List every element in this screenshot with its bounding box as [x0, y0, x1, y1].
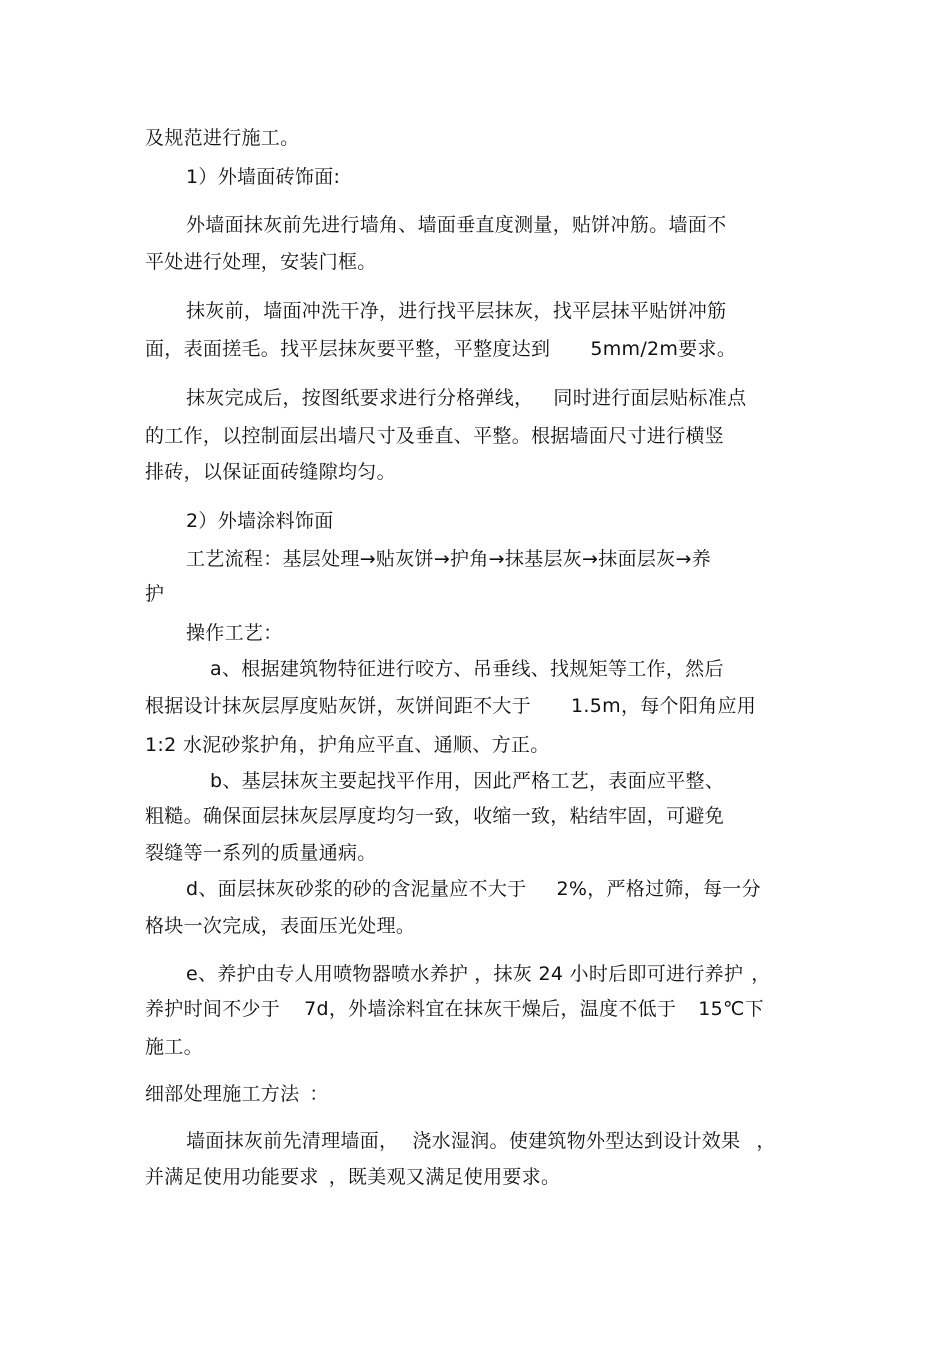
text-line: 裂缝等一系列的质量通病。 — [145, 842, 377, 864]
list-item: b、基层抹灰主要起找平作用，因此严格工艺，表面应平整、 — [210, 770, 725, 792]
text-line: 施工。 — [145, 1036, 203, 1058]
list-item: e、养护由专人用喷物器喷水养护 ，抹灰 24 小时后即可进行养护 ， — [186, 963, 771, 985]
text-line: 粗糙。确保面层抹灰层厚度均匀一致，收缩一致，粘结牢固，可避免 — [145, 805, 725, 827]
text-line: 平处进行处理，安装门框。 — [145, 251, 377, 273]
list-item: d、面层抹灰砂浆的砂的含泥量应不大于 2%，严格过筛，每一分 — [186, 878, 761, 900]
text-line: 并满足使用功能要求 ，既美观又满足使用要求。 — [145, 1166, 561, 1188]
text-line: 外墙面抹灰前先进行墙角、墙面垂直度测量，贴饼冲筋。墙面不 — [186, 214, 727, 236]
text-line: 1:2 水泥砂浆护角，护角应平直、通顺、方正。 — [145, 734, 550, 756]
section-heading: 细部处理施工方法 ： — [145, 1083, 329, 1105]
text-line: 的工作，以控制面层出墙尺寸及垂直、平整。根据墙面尺寸进行横竖 — [145, 425, 725, 447]
text-line: 养护时间不少于 7d，外墙涂料宜在抹灰干燥后，温度不低于 15℃下 — [145, 998, 764, 1020]
text-line: 格块一次完成，表面压光处理。 — [145, 915, 416, 937]
section-heading: 1）外墙面砖饰面: — [186, 166, 341, 188]
text-line: 墙面抹灰前先清理墙面， 浇水湿润。使建筑物外型达到设计效果 ， — [186, 1130, 776, 1152]
text-line: 工艺流程：基层处理→贴灰饼→护角→抹基层灰→抹面层灰→养 — [186, 548, 712, 570]
text-line: 及规范进行施工。 — [145, 127, 300, 149]
text-line: 抹灰完成后，按图纸要求进行分格弹线， 同时进行面层贴标准点 — [186, 387, 747, 409]
text-line: 操作工艺： — [186, 622, 283, 644]
section-heading: 2）外墙涂料饰面 — [186, 510, 334, 532]
text-line: 抹灰前，墙面冲洗干净，进行找平层抹灰，找平层抹平贴饼冲筋 — [186, 300, 727, 322]
text-line: 面，表面搓毛。找平层抹灰要平整，平整度达到 5mm/2m要求。 — [145, 338, 737, 360]
list-item: a、根据建筑物特征进行咬方、吊垂线、找规矩等工作，然后 — [210, 658, 724, 680]
text-line: 护 — [145, 583, 165, 605]
text-line: 排砖，以保证面砖缝隙均匀。 — [145, 461, 396, 483]
text-line: 根据设计抹灰层厚度贴灰饼，灰饼间距不大于 1.5m，每个阳角应用 — [145, 695, 757, 717]
